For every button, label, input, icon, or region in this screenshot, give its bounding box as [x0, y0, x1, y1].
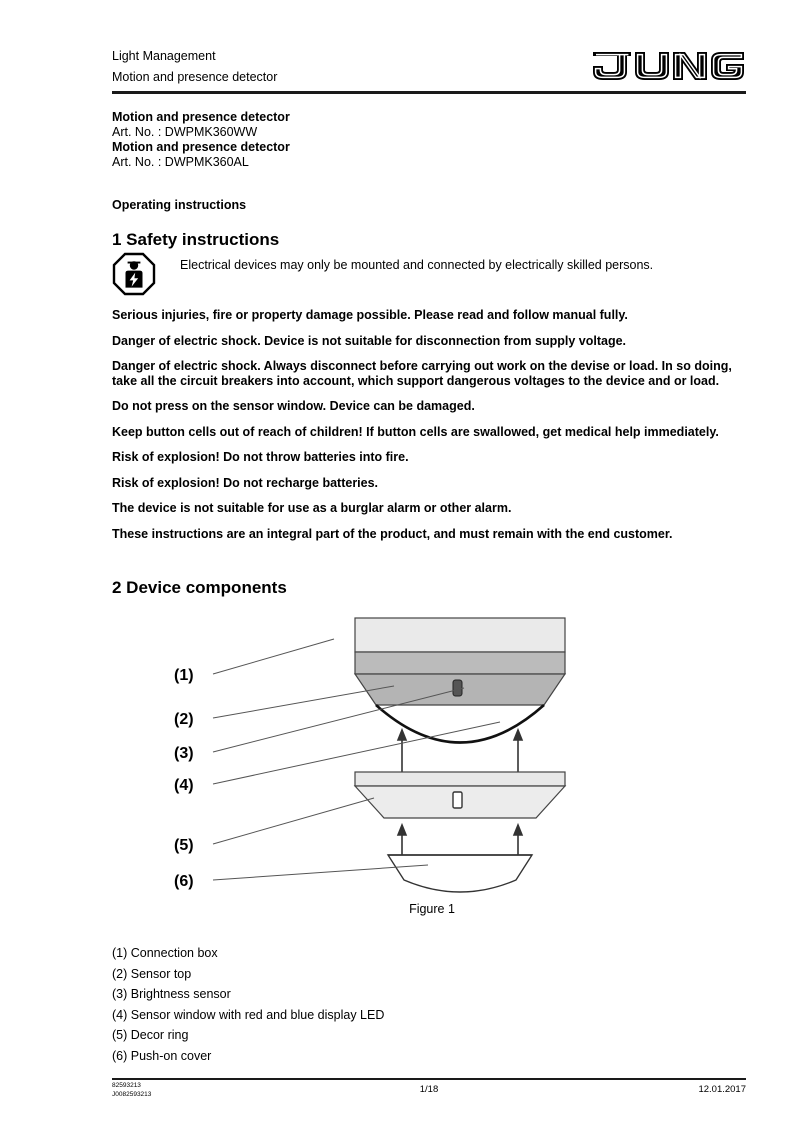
warning-item: The device is not suitable for use as a burglar alarm or other alarm. — [112, 501, 512, 515]
product-art-no-1: Art. No. : DWPMK360WW — [112, 125, 258, 139]
warning-item: Serious injuries, fire or property damage possible. Please read and follow manual fully. — [112, 308, 628, 322]
exploded-view-diagram — [112, 612, 752, 902]
component-list-item: (4) Sensor window with red and blue display LED — [112, 1007, 385, 1022]
figure-1-device-components — [112, 612, 752, 922]
component-list-item: (2) Sensor top — [112, 966, 192, 981]
page-header — [112, 46, 746, 88]
warning-item: Risk of explosion! Do not recharge batteries. — [112, 475, 379, 490]
figure-callout-1: (1) — [174, 667, 194, 684]
figure-callout-4: (4) — [174, 777, 194, 794]
warning-item: Danger of electric shock. Always disconnect before carrying out work on the devise or load. In so doing, take all the circuit breakers into account, which support dangerous voltages to the device and or load. — [112, 359, 732, 388]
footer-date: 12.01.2017 — [698, 1084, 746, 1095]
warning-item: Do not press on the sensor window. Device can be damaged. — [112, 399, 475, 413]
header-divider — [112, 91, 746, 94]
warning-item: Risk of explosion! Do not throw batteries into fire. — [112, 450, 409, 464]
footer-doc-number-alt: J0082593213 — [112, 1090, 152, 1098]
product-title-2: Motion and presence detector — [112, 140, 290, 154]
figure-callout-5: (5) — [174, 837, 194, 854]
component-list-item: (1) Connection box — [112, 946, 218, 960]
header-line-light-management: Light Management — [112, 49, 216, 63]
figure-callout-3: (3) — [174, 745, 194, 762]
product-art-no-2: Art. No. : DWPMK360AL — [112, 155, 249, 169]
warning-item: Danger of electric shock. Device is not suitable for disconnection from supply voltage. — [112, 333, 627, 348]
figure-callout-6: (6) — [174, 873, 194, 890]
footer-divider — [112, 1078, 746, 1080]
header-line-product-type: Motion and presence detector — [112, 70, 278, 84]
warning-item: Keep button cells out of reach of children! If button cells are swallowed, get medical help immediately. — [112, 424, 719, 439]
product-identification-block — [112, 110, 752, 170]
safety-icon-caption: Electrical devices may only be mounted and connected by electrically skilled persons. — [180, 258, 654, 272]
footer-doc-number: 82593213 — [112, 1082, 141, 1089]
document-type-label: Operating instructions — [112, 198, 247, 212]
component-list-item: (3) Brightness sensor — [112, 987, 231, 1001]
figure-caption: Figure 1 — [409, 902, 455, 916]
figure-callout-2: (2) — [174, 711, 194, 728]
device-components-list — [112, 943, 612, 1066]
skilled-person-warning-icon — [112, 252, 156, 296]
page-footer — [112, 1082, 746, 1112]
product-title-1: Motion and presence detector — [112, 110, 290, 124]
section-heading-device-components: 2 Device components — [112, 578, 287, 597]
safety-warnings-list — [112, 308, 752, 552]
footer-page-number: 1/18 — [419, 1084, 439, 1095]
section-heading-safety: 1 Safety instructions — [112, 230, 280, 249]
jung-logo — [591, 50, 746, 84]
component-list-item: (5) Decor ring — [112, 1028, 189, 1042]
warning-item: These instructions are an integral part of the product, and must remain with the end customer. — [112, 526, 673, 541]
component-list-item: (6) Push-on cover — [112, 1048, 212, 1063]
